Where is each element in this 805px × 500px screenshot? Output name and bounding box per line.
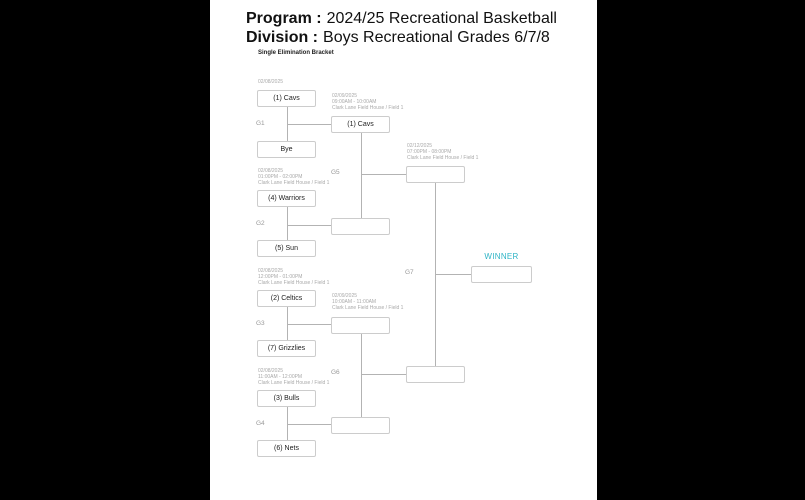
game5-slot-bottom [331, 218, 390, 235]
division-label: Division : [246, 29, 319, 46]
game5-slot-top: (1) Cavs [331, 116, 390, 133]
winner-label: WINNER [484, 252, 519, 261]
game5-venue: Clark Lane Field House / Field 1 [332, 105, 404, 111]
game5-connector-vertical [361, 133, 362, 218]
game1-schedule [258, 79, 283, 85]
game4-venue: Clark Lane Field House / Field 1 [258, 380, 330, 386]
division-value: Boys Recreational Grades 6/7/8 [323, 29, 550, 46]
game2-venue: Clark Lane Field House / Field 1 [258, 180, 330, 186]
game6-time: 10:00AM - 11:00AM [332, 299, 377, 305]
program-label: Program : [246, 10, 322, 27]
team-box-bulls: (3) Bulls [257, 390, 316, 407]
game5-label: G5 [331, 169, 340, 176]
game7-label: G7 [405, 269, 414, 276]
game6-slot-top [331, 317, 390, 334]
team-box-warriors: (4) Warriors [257, 190, 316, 207]
game6-connector-horizontal [361, 374, 406, 375]
game3-schedule [258, 268, 329, 286]
game7-schedule [407, 143, 478, 161]
game6-connector-vertical [361, 334, 362, 417]
bracket-type-label: Single Elimination Bracket [258, 50, 334, 56]
bracket-report [210, 0, 597, 500]
final-slot-bottom [406, 366, 465, 383]
game1-label: G1 [256, 120, 265, 127]
game3-date: 02/08/2025 [258, 268, 284, 274]
game3-label: G3 [256, 320, 265, 327]
program-value: 2024/25 Recreational Basketball [326, 10, 557, 27]
program-line [246, 9, 557, 28]
team-box-celtics: (2) Celtics [257, 290, 316, 307]
game4-connector-horizontal [287, 424, 331, 425]
game5-connector-horizontal [361, 174, 406, 175]
champion-box [471, 266, 532, 283]
game2-connector-vertical [287, 207, 288, 240]
game7-venue: Clark Lane Field House / Field 1 [407, 155, 479, 161]
team-box-grizzlies: (7) Grizzlies [257, 340, 316, 357]
game5-schedule [332, 93, 403, 111]
game6-schedule [332, 293, 403, 311]
game4-time: 11:00AM - 12:00PM [258, 374, 303, 380]
final-slot-top [406, 166, 465, 183]
game6-slot-bottom [331, 417, 390, 434]
game7-date: 02/12/2025 [407, 143, 433, 149]
game6-date: 02/09/2025 [332, 293, 358, 299]
division-line [246, 28, 557, 47]
team-box-bye: Bye [257, 141, 316, 158]
game5-date: 02/09/2025 [332, 93, 358, 99]
game1-date: 02/08/2025 [258, 79, 284, 85]
game7-time: 07:00PM - 08:00PM [407, 149, 452, 155]
game4-label: G4 [256, 420, 265, 427]
game3-time: 12:00PM - 01:00PM [258, 274, 303, 280]
game3-connector-horizontal [287, 324, 331, 325]
game4-date: 02/08/2025 [258, 368, 284, 374]
team-box-sun: (5) Sun [257, 240, 316, 257]
team-box-cavs: (1) Cavs [257, 90, 316, 107]
team-box-nets: (6) Nets [257, 440, 316, 457]
game3-venue: Clark Lane Field House / Field 1 [258, 280, 330, 286]
game4-schedule [258, 368, 329, 386]
game6-label: G6 [331, 369, 340, 376]
report-header [246, 9, 557, 47]
game1-connector-horizontal [287, 124, 331, 125]
game6-venue: Clark Lane Field House / Field 1 [332, 305, 404, 311]
game7-connector-horizontal [435, 274, 471, 275]
game2-connector-horizontal [287, 225, 331, 226]
game2-label: G2 [256, 220, 265, 227]
game2-date: 02/08/2025 [258, 168, 284, 174]
game2-schedule [258, 168, 329, 186]
game5-time: 09:00AM - 10:00AM [332, 99, 377, 105]
game2-time: 01:00PM - 02:00PM [258, 174, 303, 180]
